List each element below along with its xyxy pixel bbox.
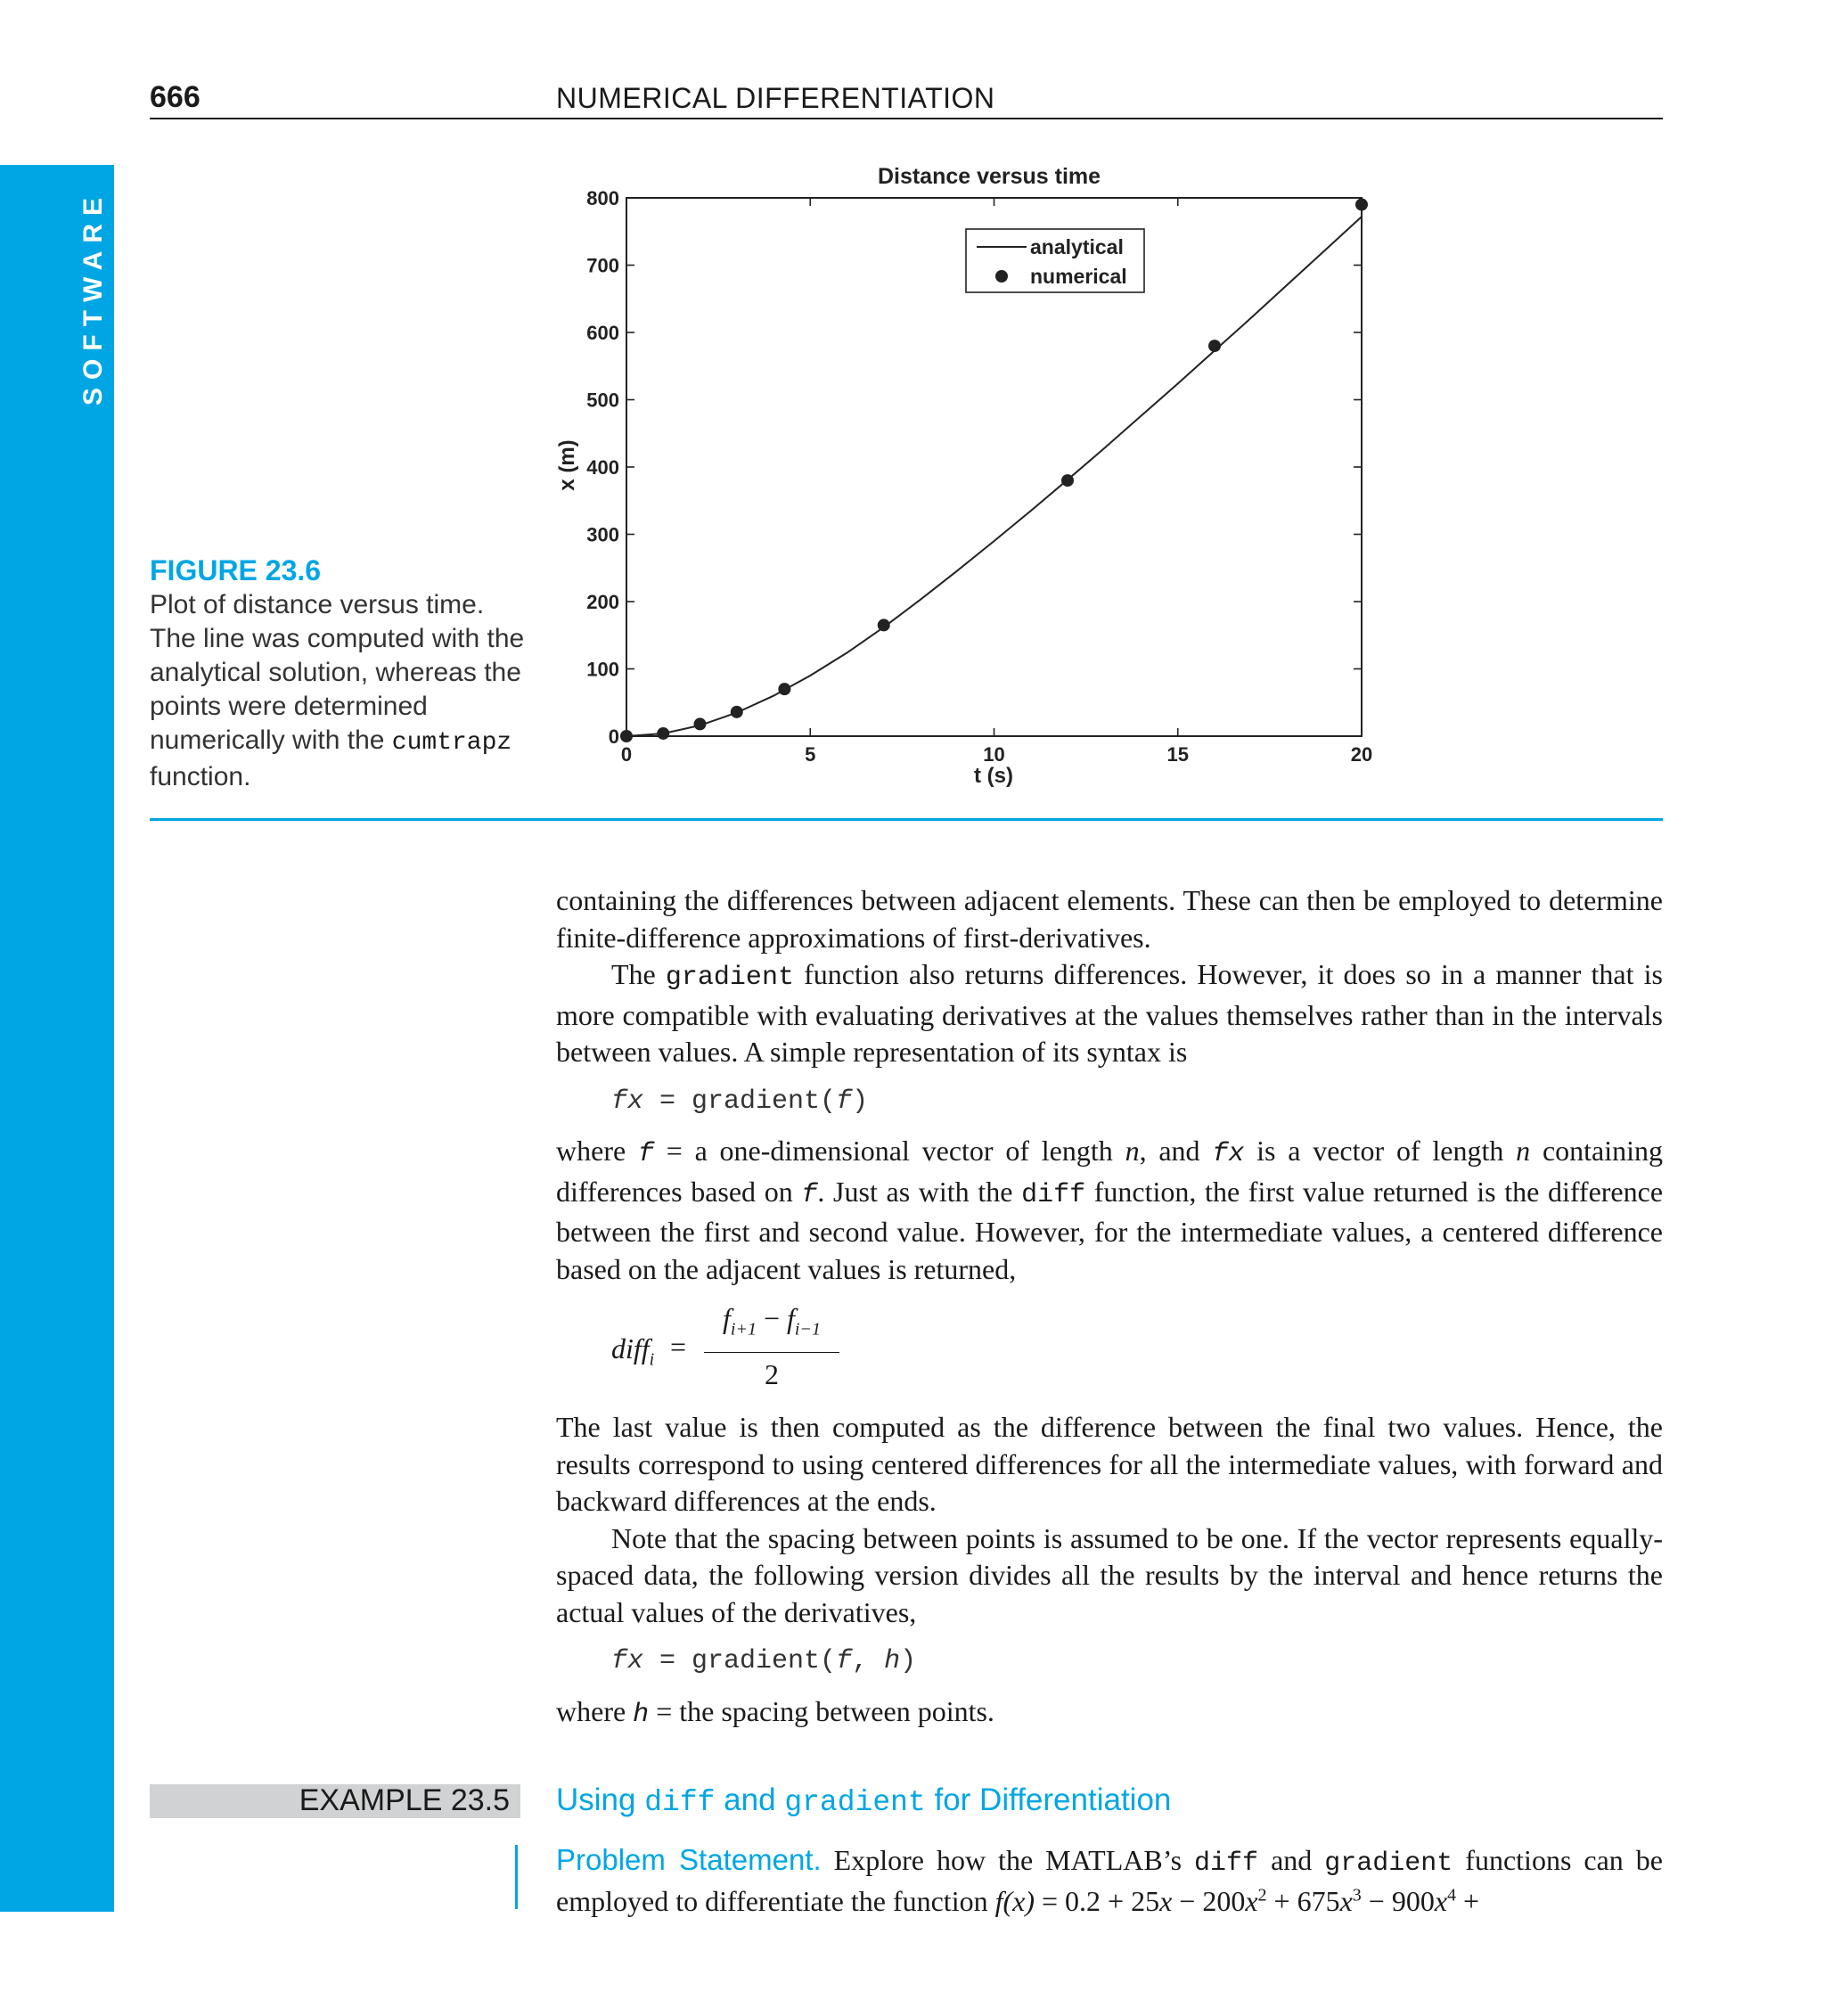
code-line: fx = gradient(f, h) <box>611 1646 917 1676</box>
y-tick-label: 400 <box>586 456 619 479</box>
paragraph: The gradient function also returns differences. However, it does so in a manner that is more compatible with evaluating derivatives at the values themselves rather than in the intervals between values. A simple representation of its syntax is <box>556 958 1664 1068</box>
running-head: NUMERICAL DIFFERENTIATION <box>556 82 995 114</box>
legend-label-numerical: numerical <box>1030 265 1127 288</box>
x-tick-label: 10 <box>983 743 1005 766</box>
code-line: fx = gradient(f) <box>611 1086 869 1117</box>
x-axis-label: t (s) <box>974 764 1013 788</box>
y-tick-label: 500 <box>586 389 619 412</box>
caption-text-end: function. <box>150 762 251 791</box>
y-tick-label: 100 <box>586 658 619 681</box>
data-point <box>1208 340 1221 352</box>
distance-time-chart <box>535 152 1390 802</box>
example-margin-bar <box>515 1845 518 1909</box>
paragraph: containing the differences between adjacent elements. These can then be employed to determine finite-difference approximations of first-derivatives. <box>556 884 1663 954</box>
chart-title: Distance versus time <box>877 164 1101 189</box>
header-rule <box>150 118 1663 119</box>
data-point <box>878 619 890 631</box>
x-tick-label: 15 <box>1166 743 1189 766</box>
data-point <box>1355 199 1368 211</box>
legend-point-swatch <box>995 270 1008 283</box>
y-tick-label: 200 <box>586 591 619 613</box>
paragraph: Note that the spacing between points is assumed to be one. If the vector represents equally-spaced data, the following version divides all the results by the interval and hence returns the actual values of the derivatives, <box>556 1521 1663 1628</box>
x-tick-labels <box>621 743 1372 766</box>
figure-caption <box>150 588 533 794</box>
data-point <box>694 717 707 730</box>
x-tick-label: 20 <box>1350 743 1373 766</box>
page-number: 666 <box>150 80 201 114</box>
data-point <box>620 730 633 742</box>
software-side-strip <box>0 165 114 1912</box>
data-point <box>778 683 790 695</box>
x-tick-label: 5 <box>805 743 816 766</box>
y-axis-label: x (m) <box>555 439 579 491</box>
y-tick-label: 600 <box>586 322 619 344</box>
y-tick-label: 700 <box>586 254 619 277</box>
centered-difference-formula: diff$_i$ = $\frac{f_{i+1} - f_{i-1}}{2}$ <box>611 1300 1663 1400</box>
inline-code: gradient <box>665 963 794 993</box>
problem-statement: Problem Statement. Explore how the MATLAB’s diff and gradient functions can be employed to differentiate the function $f(x) = 0.2 + 25x - 200x^2 + 675x^3 - 900x^4$ + <box>556 1843 1663 1917</box>
paragraph: The last value is then computed as the difference between the final two values. Hence, the results correspond to using centered differences for all the intermediate values, with forward and backward differences at the ends. <box>556 1411 1663 1517</box>
legend <box>966 229 1144 292</box>
legend-label-analytical: analytical <box>1030 235 1124 258</box>
data-point <box>657 727 669 740</box>
y-tick-labels <box>586 187 619 748</box>
problem-statement-label: Problem Statement. <box>556 1843 822 1876</box>
paragraph: where h = the spacing between points. <box>556 1694 994 1730</box>
caption-code: cumtrapz <box>391 729 512 757</box>
y-tick-label: 300 <box>586 523 619 546</box>
paragraph: where f = a one-dimensional vector of length n, and fx is a vector of length n containing differences based on f. Just as with the diff function, the first value returned is the difference between the first and second value. However, for the intermediate values, a centered difference based on the adjacent values is returned, <box>556 1135 1664 1285</box>
side-label: SOFTWARE <box>78 190 108 406</box>
body-text <box>556 882 1663 1733</box>
figure-rule <box>150 818 1663 821</box>
example-title: Using diff and gradient for Differentiation <box>556 1782 1172 1819</box>
y-tick-label: 0 <box>608 725 619 748</box>
figure-title: FIGURE 23.6 <box>150 554 322 586</box>
example-label: EXAMPLE 23.5 <box>299 1783 510 1817</box>
data-point <box>731 706 743 718</box>
data-point <box>1061 474 1074 487</box>
inline-code: diff <box>1021 1179 1086 1210</box>
caption-text: Plot of distance versus time. The line was computed with the analytical solution, whereas the points were determined numerically with the <box>150 590 525 755</box>
y-tick-label: 800 <box>586 187 619 209</box>
x-tick-label: 0 <box>620 743 633 766</box>
